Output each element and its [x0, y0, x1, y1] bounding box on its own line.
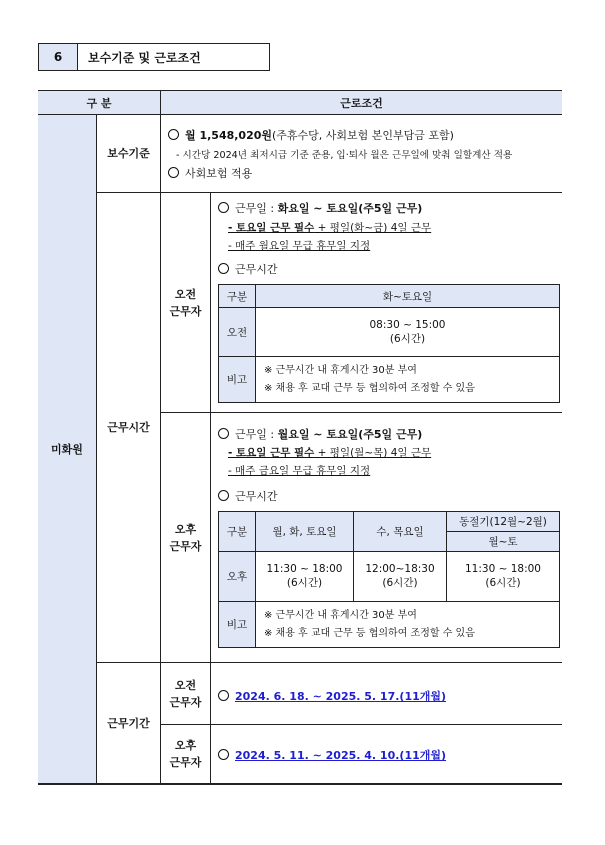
pm-workdays: 근무일 : 월요일 ~ 토요일(주5일 근무) — [218, 426, 422, 442]
pm-row-label: 오후 — [219, 552, 256, 602]
pay-line3: 사회보험 적용 — [168, 165, 252, 181]
am-weekly-off: - 매주 월요일 무급 휴무일 지정 — [228, 240, 371, 252]
am-shift-label: 오전 근무자 — [169, 287, 202, 318]
pay-line2: - 시간당 2024년 최저시급 기준 준용, 입·퇴사 월은 근무일에 맞춰 일할계산 적용 — [176, 150, 513, 161]
pm-col-a: 월, 화, 토요일 — [256, 512, 354, 552]
am-col-days: 화~토요일 — [256, 285, 560, 308]
am-time-title: 근무시간 — [218, 261, 278, 277]
circle-bullet-icon — [218, 490, 229, 501]
circle-bullet-icon — [218, 263, 229, 274]
am-workdays: 근무일 : 화요일 ~ 토요일(주5일 근무) — [218, 200, 422, 216]
period-pm-label: 오후 근무자 — [169, 739, 202, 769]
am-col-label: 구분 — [219, 285, 256, 308]
pm-shift-label: 오후 근무자 — [169, 522, 202, 553]
pm-col-label: 구분 — [219, 512, 256, 552]
role-label: 미화원 — [38, 115, 96, 783]
pm-time-c: 11:30 ~ 18:00 (6시간) — [447, 552, 560, 602]
circle-bullet-icon — [218, 428, 229, 439]
pm-weekly-off: - 매주 금요일 무급 휴무일 지정 — [228, 465, 371, 477]
am-note: ※ 근무시간 내 휴게시간 30분 부여 ※ 채용 후 교대 근무 등 협의하여 조정할 수 있음 — [256, 357, 560, 403]
hours-label: 근무시간 — [107, 421, 150, 434]
circle-bullet-icon — [218, 202, 229, 213]
pm-col-b: 수, 목요일 — [354, 512, 447, 552]
pm-time-table — [218, 511, 560, 648]
pm-note: ※ 근무시간 내 휴게시간 30분 부여 ※ 채용 후 교대 근무 등 협의하여 조정할 수 있음 — [256, 602, 560, 648]
period-label: 근무기간 — [107, 716, 150, 730]
pay-line1: 월 1,548,020원(주휴수당, 사회보험 본인부담금 포함) — [168, 127, 454, 143]
pm-time-b: 12:00~18:30 (6시간) — [354, 552, 447, 602]
circle-bullet-icon — [168, 129, 179, 140]
header-category: 구 분 — [38, 91, 160, 114]
period-pm-value: 2024. 5. 11. ~ 2025. 4. 10.(11개월) — [218, 747, 446, 763]
pm-time-a: 11:30 ~ 18:00 (6시간) — [256, 552, 354, 602]
pm-col-winter: 동절기(12월~2월) — [447, 512, 560, 532]
pm-saturday-required: - 토요일 근무 필수 + 평일(월~목) 4일 근무 — [228, 447, 432, 459]
circle-bullet-icon — [218, 749, 229, 760]
am-note-label: 비고 — [219, 357, 256, 403]
am-row-label: 오전 — [219, 308, 256, 357]
header-conditions: 근로조건 — [161, 91, 562, 114]
am-saturday-required: - 토요일 근무 필수 + 평일(화~금) 4일 근무 — [228, 222, 432, 234]
pay-label: 보수기준 — [107, 147, 150, 160]
section-title: 보수기준 및 근로조건 — [78, 43, 270, 71]
circle-bullet-icon — [218, 690, 229, 701]
am-time-table — [218, 284, 560, 403]
circle-bullet-icon — [168, 167, 179, 178]
pm-col-winter-days: 월~토 — [447, 532, 560, 552]
period-am-label: 오전 근무자 — [169, 678, 202, 709]
pm-time-title: 근무시간 — [218, 488, 278, 504]
period-am-value: 2024. 6. 18. ~ 2025. 5. 17.(11개월) — [218, 688, 446, 704]
pm-note-label: 비고 — [219, 602, 256, 648]
am-time-cell: 08:30 ~ 15:00 (6시간) — [256, 308, 560, 357]
section-number: 6 — [38, 43, 78, 71]
